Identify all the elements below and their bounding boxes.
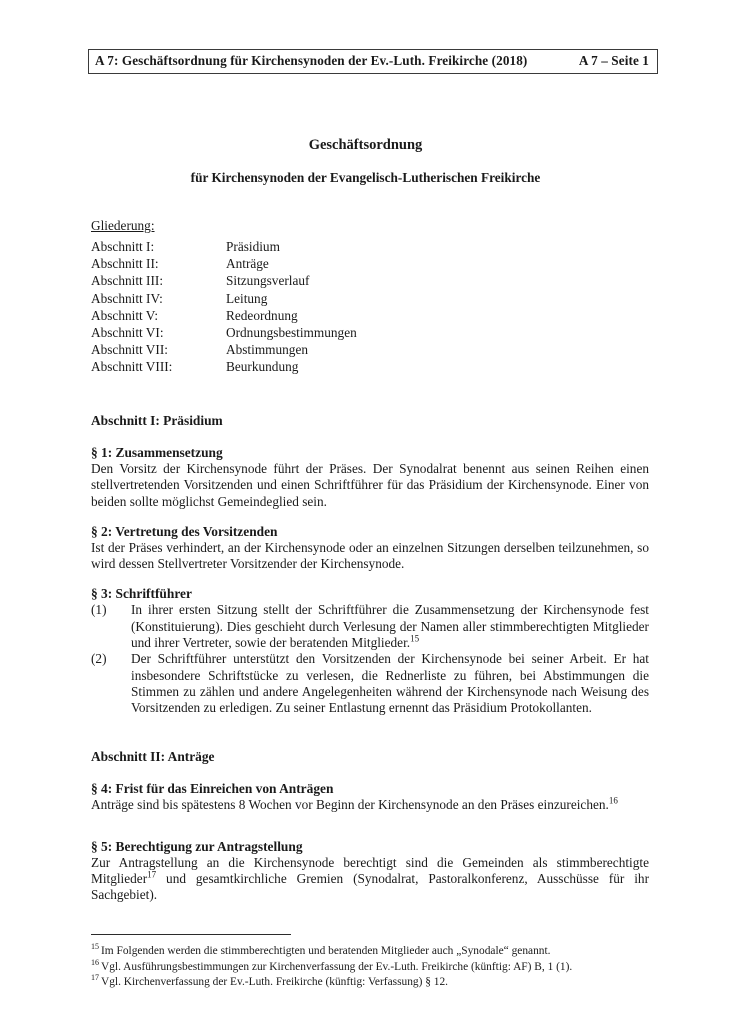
document-title: Geschäftsordnung — [308, 137, 423, 153]
document-subtitle: für Kirchensynoden der Evangelisch-Lutherischen Freikirche — [190, 170, 541, 185]
body-content — [91, 413, 649, 904]
running-header — [88, 49, 658, 74]
footnote-item — [91, 975, 649, 991]
outline-row — [91, 308, 357, 325]
outline-row-value: Beurkundung — [226, 359, 299, 375]
numbered-list-paragraph-3 — [91, 602, 649, 716]
footnote-text-16: Vgl. Ausführungsbestimmungen zur Kirchenverfassung der Ev.-Luth. Freikirche (künftig: AF) B, 1 (1). — [101, 960, 573, 973]
paragraph-heading-1: § 1: Zusammensetzung — [91, 445, 223, 460]
outline-row — [91, 342, 357, 359]
paragraph-text-5 — [91, 855, 649, 904]
list-item-body: Der Schriftführer unterstützt den Vorsitzenden der Kirchensynode bei seiner Arbeit. Er hat insbesondere Schriftstücke zu verlesen, die Rednerliste zu führen, bei Abstimmungen die Stimmen zu zählen und andere Angelegenheiten während der Kirchensynode nach Weisung des Vorsitzenden zu erledigen. Zu seiner Entlastung ernennt das Präsidium Protokollanten. — [131, 651, 649, 716]
outline-row — [91, 325, 357, 342]
outline-row-label: Abschnitt IV: — [91, 290, 163, 306]
outline-row-value: Leitung — [226, 290, 268, 306]
outline-row — [91, 359, 357, 376]
outline-row — [91, 256, 357, 273]
footnotes-block — [91, 934, 649, 991]
footnote-text-15: Im Folgenden werden die stimmberechtigten und beratenden Mitglieder auch „Synodale“ genannt. — [101, 945, 551, 957]
outline-heading: Gliederung: — [91, 218, 155, 233]
outline-row-value: Redeordnung — [226, 307, 298, 323]
list-item-number: (2) — [91, 651, 107, 667]
paragraph-4-body: Anträge sind bis spätestens 8 Wochen vor Beginn der Kirchensynode an den Präses einzureichen. — [91, 796, 609, 812]
list-item-text: In ihrer ersten Sitzung stellt der Schriftführer die Zusammensetzung der Kirchensynode fest (Konstituierung). Dies geschieht durch Verlesung der Namen aller stimmberechtigten Mitglieder und ihrer Vertreter, sowie der beratenden Mitglieder. — [131, 602, 649, 651]
outline-row-label: Abschnitt VIII: — [91, 359, 173, 375]
outline-row-label: Abschnitt I: — [91, 239, 155, 254]
paragraph-5-body-a: Zur Antragstellung an die Kirchensynode berechtigt sind die Gemeinden als stimmberechtigte Mitglieder — [91, 854, 649, 887]
outline-row-value: Sitzungsverlauf — [226, 273, 310, 289]
paragraph-5-body-b: und gesamtkirchliche Gremien (Synodalrat, Pastoralkonferenz, Ausschüsse für ihr Sachgebiet). — [91, 871, 649, 903]
paragraph-text-2: Ist der Präses verhindert, an der Kirchensynode oder an einzelnen Sitzungen derselben teilzunehmen, so wird dessen Stellvertreter Vorsitzender der Kirchensynode. — [91, 539, 649, 572]
section-spacer — [91, 731, 649, 749]
outline-row-value: Abstimmungen — [226, 342, 308, 358]
list-item-number: (1) — [91, 602, 107, 618]
outline-row — [91, 291, 357, 308]
footnote-separator-rule — [91, 934, 291, 935]
paragraph-text-1: Den Vorsitz der Kirchensynode führt der Präses. Der Synodalrat benennt aus seinen Reihen einen stellvertretenden Vorsitzenden und einen Schriftführer für das Präsidium der Kirchensynode. Einer von beiden sollte möglichst Gemeindeglied sein. — [91, 461, 649, 509]
footnote-ref-17[interactable]: 17 — [147, 869, 157, 880]
outline-row — [91, 239, 357, 256]
footnote-marker-17: 17 — [91, 973, 99, 983]
footnote-item — [91, 944, 649, 960]
section-heading-abschnitt-1: Abschnitt I: Präsidium — [91, 413, 223, 428]
outline-table — [91, 239, 357, 377]
footnote-item — [91, 957, 649, 976]
outline-row-value: Anträge — [226, 256, 269, 272]
paragraph-heading-2: § 2: Vertretung des Vorsitzenden — [91, 523, 278, 539]
outline-row-label: Abschnitt II: — [91, 256, 159, 272]
outline-row-value: Präsidium — [226, 239, 280, 254]
outline-row-label: Abschnitt V: — [91, 307, 159, 323]
outline-row-label: Abschnitt III: — [91, 273, 164, 289]
paragraph-heading-5: § 5: Berechtigung zur Antragstellung — [91, 838, 303, 854]
footnote-ref-16[interactable]: 16 — [608, 795, 618, 806]
footnote-ref-15[interactable]: 15 — [410, 633, 420, 644]
paragraph-heading-3: § 3: Schriftführer — [91, 586, 192, 602]
outline-row-label: Abschnitt VI: — [91, 325, 164, 341]
footnote-marker-16: 16 — [91, 957, 99, 967]
footnote-marker-15: 15 — [91, 942, 99, 952]
paragraph-text-4 — [91, 797, 649, 813]
outline-block — [91, 218, 357, 377]
outline-row-label: Abschnitt VII: — [91, 342, 168, 358]
list-item — [91, 602, 649, 651]
section-heading-abschnitt-2: Abschnitt II: Anträge — [91, 748, 215, 764]
paragraph-spacer — [91, 827, 649, 839]
outline-row — [91, 273, 357, 290]
running-header-title: A 7: Geschäftsordnung für Kirchensynoden der Ev.-Luth. Freikirche (2018) — [95, 53, 528, 68]
running-header-page-label: A 7 – Seite 1 — [578, 53, 649, 68]
list-item-body — [131, 602, 649, 651]
list-item — [91, 651, 649, 716]
outline-row-value: Ordnungsbestimmungen — [226, 325, 357, 341]
footnote-text-17: Vgl. Kirchenverfassung der Ev.-Luth. Freikirche (künftig: Verfassung) § 12. — [101, 976, 449, 989]
paragraph-heading-4: § 4: Frist für das Einreichen von Anträgen — [91, 780, 334, 796]
